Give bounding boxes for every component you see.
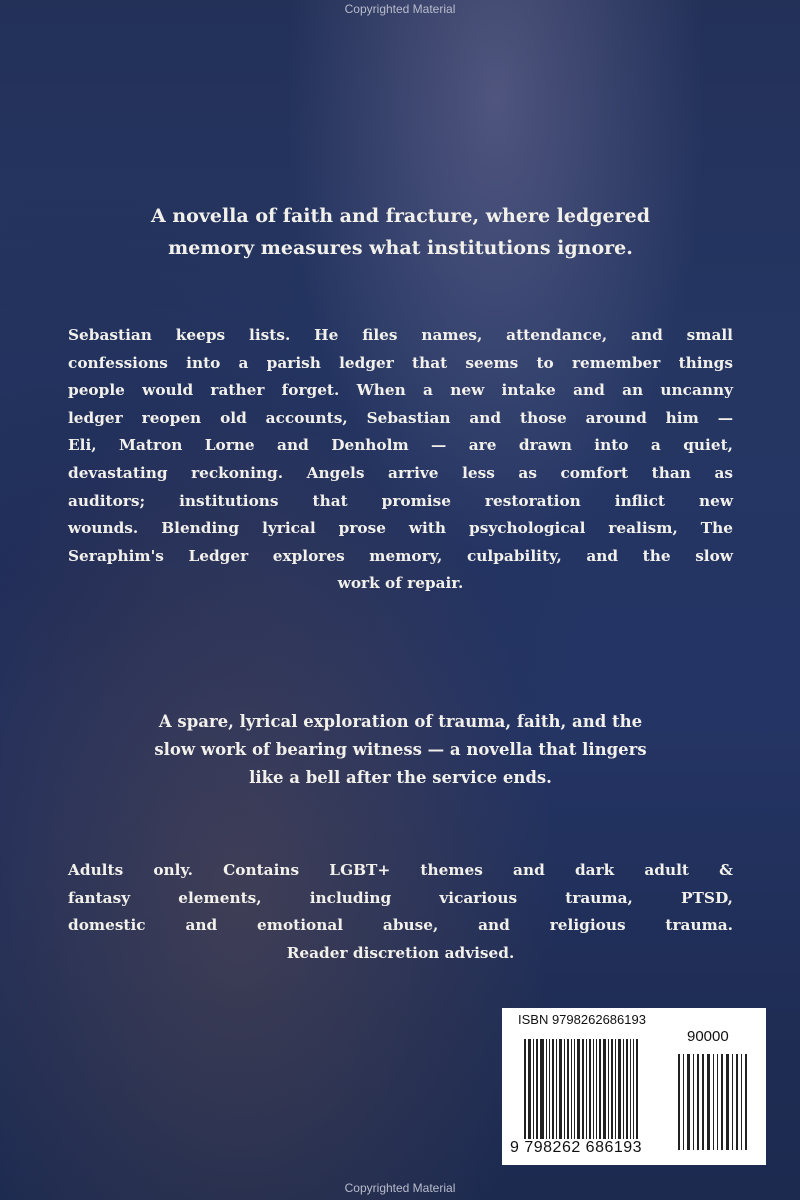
text-line: devastating reckoning. Angels arrive less as comfort than as bbox=[68, 463, 733, 482]
text-line: A spare, lyrical exploration of trauma, faith, and the bbox=[158, 712, 643, 731]
text-line: Sebastian keeps lists. He files names, attendance, and small bbox=[68, 326, 733, 344]
text-line: auditors; institutions that promise restoration inflict new bbox=[68, 491, 733, 510]
barcode-bar bbox=[683, 1054, 684, 1150]
barcode-bar bbox=[702, 1054, 704, 1150]
barcode-bar bbox=[678, 1054, 680, 1150]
barcode-bar bbox=[559, 1039, 562, 1151]
barcode-bar bbox=[536, 1039, 538, 1151]
text-line: work of repair. bbox=[337, 574, 464, 593]
barcode-bar bbox=[528, 1039, 531, 1151]
barcode-bar bbox=[693, 1054, 694, 1150]
barcode-bar bbox=[633, 1039, 634, 1151]
headline-line: A novella of faith and fracture, where ledgered bbox=[150, 205, 651, 227]
headline-line: memory measures what institutions ignore. bbox=[168, 237, 633, 259]
barcode-bar bbox=[741, 1054, 742, 1150]
barcode-bar bbox=[549, 1039, 550, 1151]
barcode-bar bbox=[721, 1054, 723, 1150]
text-line: slow work of bearing witness — a novella that lingers bbox=[154, 740, 647, 759]
barcode-bar bbox=[626, 1039, 628, 1151]
barcode-bar bbox=[697, 1054, 699, 1150]
copyright-watermark-top: Copyrighted Material bbox=[344, 2, 456, 16]
isbn-label: ISBN 9798262686193 bbox=[518, 1012, 646, 1027]
barcode-bar bbox=[540, 1039, 544, 1151]
tagline-paragraph bbox=[68, 708, 733, 792]
text-line: fantasy elements, including vicarious trauma, PTSD, bbox=[68, 888, 733, 907]
text-line: Reader discretion advised. bbox=[286, 943, 515, 962]
isbn-barcode bbox=[502, 1008, 766, 1165]
barcode-bar bbox=[630, 1039, 631, 1151]
barcode-bar bbox=[567, 1039, 569, 1151]
barcode-bar bbox=[593, 1039, 594, 1151]
barcode-digits: 9 798262 686193 bbox=[510, 1139, 643, 1156]
barcode-bar bbox=[571, 1039, 572, 1151]
barcode-bar bbox=[623, 1039, 624, 1151]
barcode-bar bbox=[736, 1054, 738, 1150]
text-line: Seraphim's Ledger explores memory, culpability, and the slow bbox=[68, 546, 733, 565]
text-line: domestic and emotional abuse, and religious trauma. bbox=[68, 916, 733, 935]
barcode-bar bbox=[603, 1039, 606, 1151]
barcode-bar bbox=[618, 1039, 621, 1151]
barcode-bar bbox=[732, 1054, 733, 1150]
copyright-watermark-bottom: Copyrighted Material bbox=[344, 1181, 456, 1195]
barcode-bar bbox=[546, 1039, 547, 1151]
text-line: Eli, Matron Lorne and Denholm — are drawn into a quiet, bbox=[68, 436, 733, 455]
barcode-bar bbox=[586, 1039, 587, 1151]
barcode-bar bbox=[687, 1054, 690, 1150]
barcode-bar bbox=[713, 1054, 714, 1150]
text-line: like a bell after the service ends. bbox=[249, 768, 552, 787]
headline bbox=[68, 200, 733, 264]
barcode-bar bbox=[556, 1039, 557, 1151]
barcode-bar bbox=[599, 1039, 601, 1151]
barcode-bar bbox=[552, 1039, 554, 1151]
description-paragraph bbox=[68, 322, 733, 598]
text-line: ledger reopen old accounts, Sebastian and those around him — bbox=[68, 408, 733, 427]
price-barcode-bars bbox=[678, 1054, 750, 1150]
text-line: confessions into a parish ledger that seems to remember things bbox=[68, 353, 733, 372]
barcode-bar bbox=[707, 1054, 710, 1150]
barcode-bar bbox=[726, 1054, 729, 1150]
barcode-bar bbox=[577, 1039, 580, 1151]
barcode-bar bbox=[745, 1054, 747, 1150]
barcode-bar bbox=[589, 1039, 591, 1151]
text-line: people would rather forget. When a new intake and an uncanny bbox=[68, 381, 733, 400]
price-code: 90000 bbox=[687, 1028, 729, 1045]
barcode-bar bbox=[533, 1039, 534, 1151]
barcode-bar bbox=[608, 1039, 609, 1151]
content-warning bbox=[68, 857, 733, 967]
text-line: Adults only. Contains LGBT+ themes and dark adult & bbox=[68, 861, 733, 879]
barcode-bar bbox=[574, 1039, 575, 1151]
barcode-bar bbox=[717, 1054, 718, 1150]
barcode-bar bbox=[596, 1039, 597, 1151]
barcode-bar bbox=[564, 1039, 565, 1151]
barcode-bar bbox=[615, 1039, 616, 1151]
text-line: wounds. Blending lyrical prose with psychological realism, The bbox=[68, 519, 733, 538]
barcode-bar bbox=[611, 1039, 613, 1151]
